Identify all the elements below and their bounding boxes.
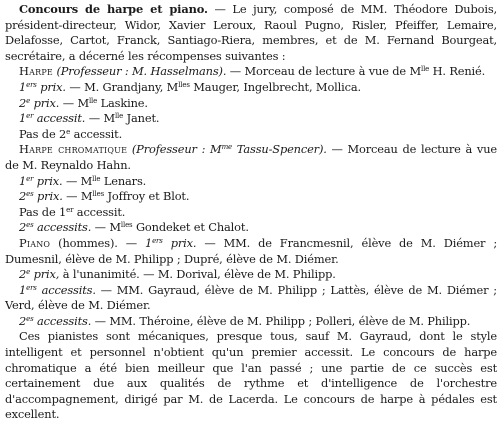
award-line: 1er accessit. — $M^{lle}$ Janet.	[19, 111, 160, 126]
award-line: Pas de 1er accessit.	[19, 204, 126, 219]
award-line: $2^{es}$ prix. — $M^{lles}$ Joffroy et Blot.	[19, 189, 190, 204]
award-line: 2e prix, à l'unanimité. — M. Dorival, élève de M. Philipp.	[19, 267, 336, 282]
award-line: $2^{es}$ accessits. — $M^{lles}$ Gondeket et Chalot.	[19, 220, 249, 235]
award-line: 2e prix. — $M^{lle}$ Laskine.	[19, 95, 148, 110]
piano-heading: Piano (hommes). — 1ers prix. — MM. de Francmesnil, élève de M. Diémer ; Dumesnil, élève de M. Philipp ; Dupré, élève de M. Diémer.	[5, 235, 498, 266]
harpe-chromatique-heading: Harpe chromatique (Professeur : $M^{me}$ Tassu-Spencer). — Morceau de lecture à vue de M. Reynaldo Hahn.	[5, 142, 497, 172]
harpe-heading: Harpe (Professeur : M. Hasselmans). — Morceau de lecture à vue de $M^{lle}$ H. Renié.	[19, 64, 486, 79]
award-line: 1er prix. — $M^{lle}$ Lenars.	[19, 173, 147, 188]
award-line: Pas de 2e accessit.	[19, 126, 123, 141]
award-line: 1ers accessits. — MM. Gayraud, élève de M. Philipp ; Lattès, élève de M. Diémer ; Verd, élève de M. Diémer.	[5, 282, 497, 313]
award-line: 1ers prix. — M. Grandjany, $M^{lles}$ Mauger, Ingelbrecht, Mollica.	[19, 79, 361, 94]
closing-paragraph: Ces pianistes sont mécaniques, presque tous, sauf M. Gayraud, dont le style intelligent et personnel n'obtient qu'un premier accessit. Le concours de harpe chromatique a été bien meilleur que l'an passé ; une partie de ce succès est certainement due aux qualités de rythme et d'intelligence de l'orchestre d'accompagnement, dirigé par M. de Lacerda. Le concours de harpe à pédales est excellent.	[5, 329, 497, 422]
award-line: $2^{es}$ accessits. — MM. Théroine, élève de M. Philipp ; Polleri, élève de M. Philipp.	[19, 313, 471, 328]
jury-paragraph: Concours de harpe et piano. — Le jury, composé de MM. Théodore Dubois, président-directeur, Widor, Xavier Leroux, Raoul Pugno, Risler, Pfeiffer, Lemaire, Delafosse, Cartot, Franck, Santiago-Riera, membres, et de M. Fernand Bourgeat, secrétaire, a décerné les récompenses suivantes :	[5, 2, 497, 63]
section-heading: Concours de harpe et piano.	[19, 2, 208, 16]
